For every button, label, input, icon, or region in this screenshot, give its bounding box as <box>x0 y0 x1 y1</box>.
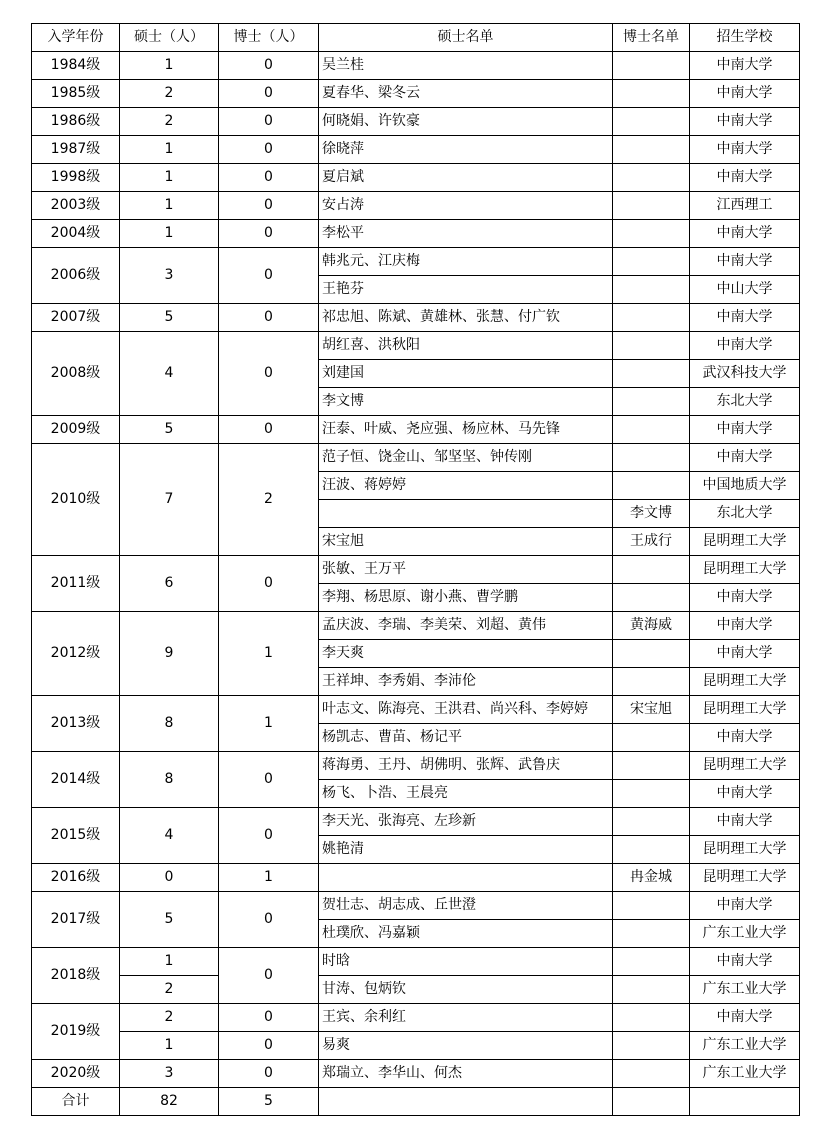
school-cell: 中南大学 <box>690 948 800 976</box>
school-cell: 中南大学 <box>690 108 800 136</box>
table-row <box>32 1060 800 1088</box>
masters-count-cell: 5 <box>120 416 219 444</box>
phd-names-cell <box>613 416 690 444</box>
masters-names-cell: 韩兆元、江庆梅 <box>319 248 613 276</box>
masters-count-cell: 1 <box>120 192 219 220</box>
masters-names-cell: 李翔、杨思原、谢小燕、曹学鹏 <box>319 584 613 612</box>
school-cell: 中南大学 <box>690 584 800 612</box>
masters-names-cell <box>319 500 613 528</box>
phd-count-cell: 0 <box>219 752 319 808</box>
phd-count-cell: 1 <box>219 612 319 696</box>
masters-names-cell: 夏启斌 <box>319 164 613 192</box>
phd-names-cell <box>613 472 690 500</box>
table-row <box>32 108 800 136</box>
masters-names-cell: 王宾、余利红 <box>319 1004 613 1032</box>
year-cell: 1998级 <box>32 164 120 192</box>
masters-count-cell: 1 <box>120 52 219 80</box>
school-cell: 中山大学 <box>690 276 800 304</box>
masters-count-cell: 3 <box>120 248 219 304</box>
phd-count-cell: 0 <box>219 192 319 220</box>
year-cell: 2007级 <box>32 304 120 332</box>
phd-count-cell: 0 <box>219 416 319 444</box>
masters-names-cell: 杨飞、卜浩、王晨亮 <box>319 780 613 808</box>
masters-count-cell: 1 <box>120 220 219 248</box>
masters-names-cell: 徐晓萍 <box>319 136 613 164</box>
school-cell: 广东工业大学 <box>690 1060 800 1088</box>
phd-names-cell: 黄海威 <box>613 612 690 640</box>
school-cell: 中南大学 <box>690 52 800 80</box>
phd-count-cell: 0 <box>219 52 319 80</box>
school-cell: 武汉科技大学 <box>690 360 800 388</box>
year-cell: 1986级 <box>32 108 120 136</box>
table-row <box>32 696 800 724</box>
phd-names-cell <box>613 724 690 752</box>
table-row <box>32 80 800 108</box>
table-row <box>32 1032 800 1060</box>
table-row <box>32 164 800 192</box>
school-cell: 中南大学 <box>690 724 800 752</box>
table-row <box>32 752 800 780</box>
phd-names-cell <box>613 164 690 192</box>
masters-names-cell: 李文博 <box>319 388 613 416</box>
table-row <box>32 304 800 332</box>
phd-names-cell <box>613 276 690 304</box>
phd-count-cell: 0 <box>219 1060 319 1088</box>
phd-names-cell <box>613 80 690 108</box>
phd-names-cell <box>613 780 690 808</box>
table-row <box>32 248 800 276</box>
masters-names-cell: 姚艳清 <box>319 836 613 864</box>
masters-names-cell: 李天爽 <box>319 640 613 668</box>
phd-names-cell <box>613 248 690 276</box>
masters-count-cell: 9 <box>120 612 219 696</box>
phd-names-cell <box>613 332 690 360</box>
year-cell: 2017级 <box>32 892 120 948</box>
header-phd-count: 博士（人） <box>219 24 319 52</box>
table-row <box>32 332 800 360</box>
year-cell: 2016级 <box>32 864 120 892</box>
year-cell: 1985级 <box>32 80 120 108</box>
school-cell: 中南大学 <box>690 304 800 332</box>
masters-count-cell: 1 <box>120 1032 219 1060</box>
school-cell: 中南大学 <box>690 220 800 248</box>
school-cell: 中南大学 <box>690 416 800 444</box>
masters-names-cell: 宋宝旭 <box>319 528 613 556</box>
phd-names-cell <box>613 304 690 332</box>
phd-names-cell: 王成行 <box>613 528 690 556</box>
total-row <box>32 1088 800 1116</box>
table-row <box>32 444 800 472</box>
year-cell: 1984级 <box>32 52 120 80</box>
masters-count-cell: 2 <box>120 80 219 108</box>
masters-names-cell: 蒋海勇、王丹、胡佛明、张辉、武鲁庆 <box>319 752 613 780</box>
year-cell: 2018级 <box>32 948 120 1004</box>
total-masters: 82 <box>120 1088 219 1116</box>
school-cell: 昆明理工大学 <box>690 864 800 892</box>
phd-count-cell: 0 <box>219 304 319 332</box>
masters-names-cell: 杨凯志、曹苗、杨记平 <box>319 724 613 752</box>
phd-count-cell: 0 <box>219 136 319 164</box>
masters-names-cell: 何晓娟、许钦豪 <box>319 108 613 136</box>
phd-names-cell <box>613 192 690 220</box>
phd-names-cell <box>613 444 690 472</box>
year-cell: 2013级 <box>32 696 120 752</box>
masters-names-cell: 安占涛 <box>319 192 613 220</box>
table-row <box>32 1004 800 1032</box>
masters-names-cell: 郑瑞立、李华山、何杰 <box>319 1060 613 1088</box>
table-row <box>32 976 800 1004</box>
phd-names-cell <box>613 640 690 668</box>
year-cell: 2020级 <box>32 1060 120 1088</box>
year-cell: 2014级 <box>32 752 120 808</box>
school-cell: 昆明理工大学 <box>690 752 800 780</box>
table-row <box>32 220 800 248</box>
masters-count-cell: 1 <box>120 948 219 976</box>
school-cell: 中南大学 <box>690 780 800 808</box>
phd-names-cell <box>613 220 690 248</box>
masters-count-cell: 7 <box>120 444 219 556</box>
phd-count-cell: 0 <box>219 556 319 612</box>
masters-names-cell: 王艳芬 <box>319 276 613 304</box>
table-row <box>32 416 800 444</box>
phd-names-cell <box>613 388 690 416</box>
phd-names-cell <box>613 360 690 388</box>
masters-names-cell: 刘建国 <box>319 360 613 388</box>
total-label: 合计 <box>32 1088 120 1116</box>
masters-count-cell: 4 <box>120 808 219 864</box>
school-cell: 中南大学 <box>690 332 800 360</box>
school-cell: 中南大学 <box>690 136 800 164</box>
phd-count-cell: 1 <box>219 696 319 752</box>
phd-names-cell <box>613 1004 690 1032</box>
school-cell: 昆明理工大学 <box>690 528 800 556</box>
phd-count-cell: 0 <box>219 248 319 304</box>
table-body <box>32 52 800 1116</box>
masters-count-cell: 5 <box>120 892 219 948</box>
phd-names-cell <box>613 752 690 780</box>
school-cell: 东北大学 <box>690 500 800 528</box>
table-row <box>32 556 800 584</box>
total-empty-school <box>690 1088 800 1116</box>
school-cell: 昆明理工大学 <box>690 556 800 584</box>
masters-names-cell: 张敏、王万平 <box>319 556 613 584</box>
school-cell: 中南大学 <box>690 80 800 108</box>
phd-names-cell <box>613 52 690 80</box>
phd-count-cell: 0 <box>219 948 319 1004</box>
phd-names-cell <box>613 836 690 864</box>
school-cell: 东北大学 <box>690 388 800 416</box>
phd-names-cell <box>613 668 690 696</box>
year-cell: 2003级 <box>32 192 120 220</box>
table-row <box>32 52 800 80</box>
year-cell: 2009级 <box>32 416 120 444</box>
school-cell: 江西理工 <box>690 192 800 220</box>
total-empty-pnames <box>613 1088 690 1116</box>
year-cell: 2006级 <box>32 248 120 304</box>
table-row <box>32 612 800 640</box>
phd-count-cell: 0 <box>219 1004 319 1032</box>
table-row <box>32 948 800 976</box>
masters-names-cell: 祁忠旭、陈斌、黄雄林、张慧、付广钦 <box>319 304 613 332</box>
masters-names-cell: 范子恒、饶金山、邹坚坚、钟传刚 <box>319 444 613 472</box>
total-phd: 5 <box>219 1088 319 1116</box>
masters-count-cell: 0 <box>120 864 219 892</box>
school-cell: 中南大学 <box>690 892 800 920</box>
phd-names-cell: 冉金城 <box>613 864 690 892</box>
phd-names-cell <box>613 136 690 164</box>
masters-count-cell: 2 <box>120 108 219 136</box>
phd-count-cell: 0 <box>219 808 319 864</box>
phd-names-cell <box>613 1060 690 1088</box>
phd-names-cell <box>613 1032 690 1060</box>
masters-names-cell: 汪波、蒋婷婷 <box>319 472 613 500</box>
year-cell: 2015级 <box>32 808 120 864</box>
table-row <box>32 136 800 164</box>
school-cell: 中南大学 <box>690 640 800 668</box>
school-cell: 昆明理工大学 <box>690 668 800 696</box>
table-row <box>32 864 800 892</box>
phd-names-cell <box>613 584 690 612</box>
masters-count-cell: 2 <box>120 976 219 1004</box>
phd-names-cell <box>613 556 690 584</box>
header-year: 入学年份 <box>32 24 120 52</box>
phd-count-cell: 0 <box>219 108 319 136</box>
school-cell: 中南大学 <box>690 1004 800 1032</box>
masters-count-cell: 8 <box>120 696 219 752</box>
masters-names-cell: 李天光、张海亮、左珍新 <box>319 808 613 836</box>
phd-count-cell: 2 <box>219 444 319 556</box>
masters-count-cell: 1 <box>120 136 219 164</box>
table-row <box>32 892 800 920</box>
year-cell: 2004级 <box>32 220 120 248</box>
masters-count-cell: 6 <box>120 556 219 612</box>
header-masters-names: 硕士名单 <box>319 24 613 52</box>
phd-count-cell: 0 <box>219 164 319 192</box>
school-cell: 广东工业大学 <box>690 976 800 1004</box>
masters-names-cell: 时晗 <box>319 948 613 976</box>
masters-count-cell: 4 <box>120 332 219 416</box>
masters-names-cell: 王祥坤、李秀娟、李沛伦 <box>319 668 613 696</box>
phd-names-cell <box>613 976 690 1004</box>
year-cell: 2011级 <box>32 556 120 612</box>
masters-names-cell: 李松平 <box>319 220 613 248</box>
total-empty-mnames <box>319 1088 613 1116</box>
school-cell: 昆明理工大学 <box>690 696 800 724</box>
school-cell: 中南大学 <box>690 612 800 640</box>
masters-names-cell: 孟庆波、李瑞、李美荣、刘超、黄伟 <box>319 612 613 640</box>
masters-names-cell: 胡红喜、洪秋阳 <box>319 332 613 360</box>
header-masters-count: 硕士（人） <box>120 24 219 52</box>
header-school: 招生学校 <box>690 24 800 52</box>
masters-count-cell: 8 <box>120 752 219 808</box>
school-cell: 中南大学 <box>690 444 800 472</box>
year-cell: 2019级 <box>32 1004 120 1060</box>
masters-count-cell: 5 <box>120 304 219 332</box>
phd-count-cell: 0 <box>219 892 319 948</box>
masters-names-cell <box>319 864 613 892</box>
enrollment-table <box>31 23 800 1116</box>
phd-names-cell: 李文博 <box>613 500 690 528</box>
phd-count-cell: 0 <box>219 220 319 248</box>
phd-count-cell: 0 <box>219 1032 319 1060</box>
masters-count-cell: 3 <box>120 1060 219 1088</box>
header-phd-names: 博士名单 <box>613 24 690 52</box>
phd-count-cell: 0 <box>219 80 319 108</box>
phd-count-cell: 1 <box>219 864 319 892</box>
masters-names-cell: 汪泰、叶威、尧应强、杨应林、马先锋 <box>319 416 613 444</box>
masters-names-cell: 贺壮志、胡志成、丘世澄 <box>319 892 613 920</box>
masters-names-cell: 杜璞欣、冯嘉颖 <box>319 920 613 948</box>
year-cell: 2010级 <box>32 444 120 556</box>
year-cell: 2008级 <box>32 332 120 416</box>
school-cell: 昆明理工大学 <box>690 836 800 864</box>
masters-names-cell: 夏春华、梁冬云 <box>319 80 613 108</box>
phd-names-cell: 宋宝旭 <box>613 696 690 724</box>
phd-names-cell <box>613 108 690 136</box>
phd-names-cell <box>613 808 690 836</box>
table-row <box>32 808 800 836</box>
school-cell: 广东工业大学 <box>690 1032 800 1060</box>
year-cell: 1987级 <box>32 136 120 164</box>
school-cell: 中南大学 <box>690 808 800 836</box>
phd-names-cell <box>613 920 690 948</box>
masters-names-cell: 易爽 <box>319 1032 613 1060</box>
masters-count-cell: 1 <box>120 164 219 192</box>
phd-count-cell: 0 <box>219 332 319 416</box>
year-cell: 2012级 <box>32 612 120 696</box>
masters-names-cell: 吴兰桂 <box>319 52 613 80</box>
school-cell: 中国地质大学 <box>690 472 800 500</box>
phd-names-cell <box>613 948 690 976</box>
header-row <box>32 24 800 52</box>
masters-names-cell: 甘涛、包炳钦 <box>319 976 613 1004</box>
table-row <box>32 192 800 220</box>
phd-names-cell <box>613 892 690 920</box>
school-cell: 中南大学 <box>690 164 800 192</box>
school-cell: 中南大学 <box>690 248 800 276</box>
masters-names-cell: 叶志文、陈海亮、王洪君、尚兴科、李婷婷 <box>319 696 613 724</box>
masters-count-cell: 2 <box>120 1004 219 1032</box>
school-cell: 广东工业大学 <box>690 920 800 948</box>
